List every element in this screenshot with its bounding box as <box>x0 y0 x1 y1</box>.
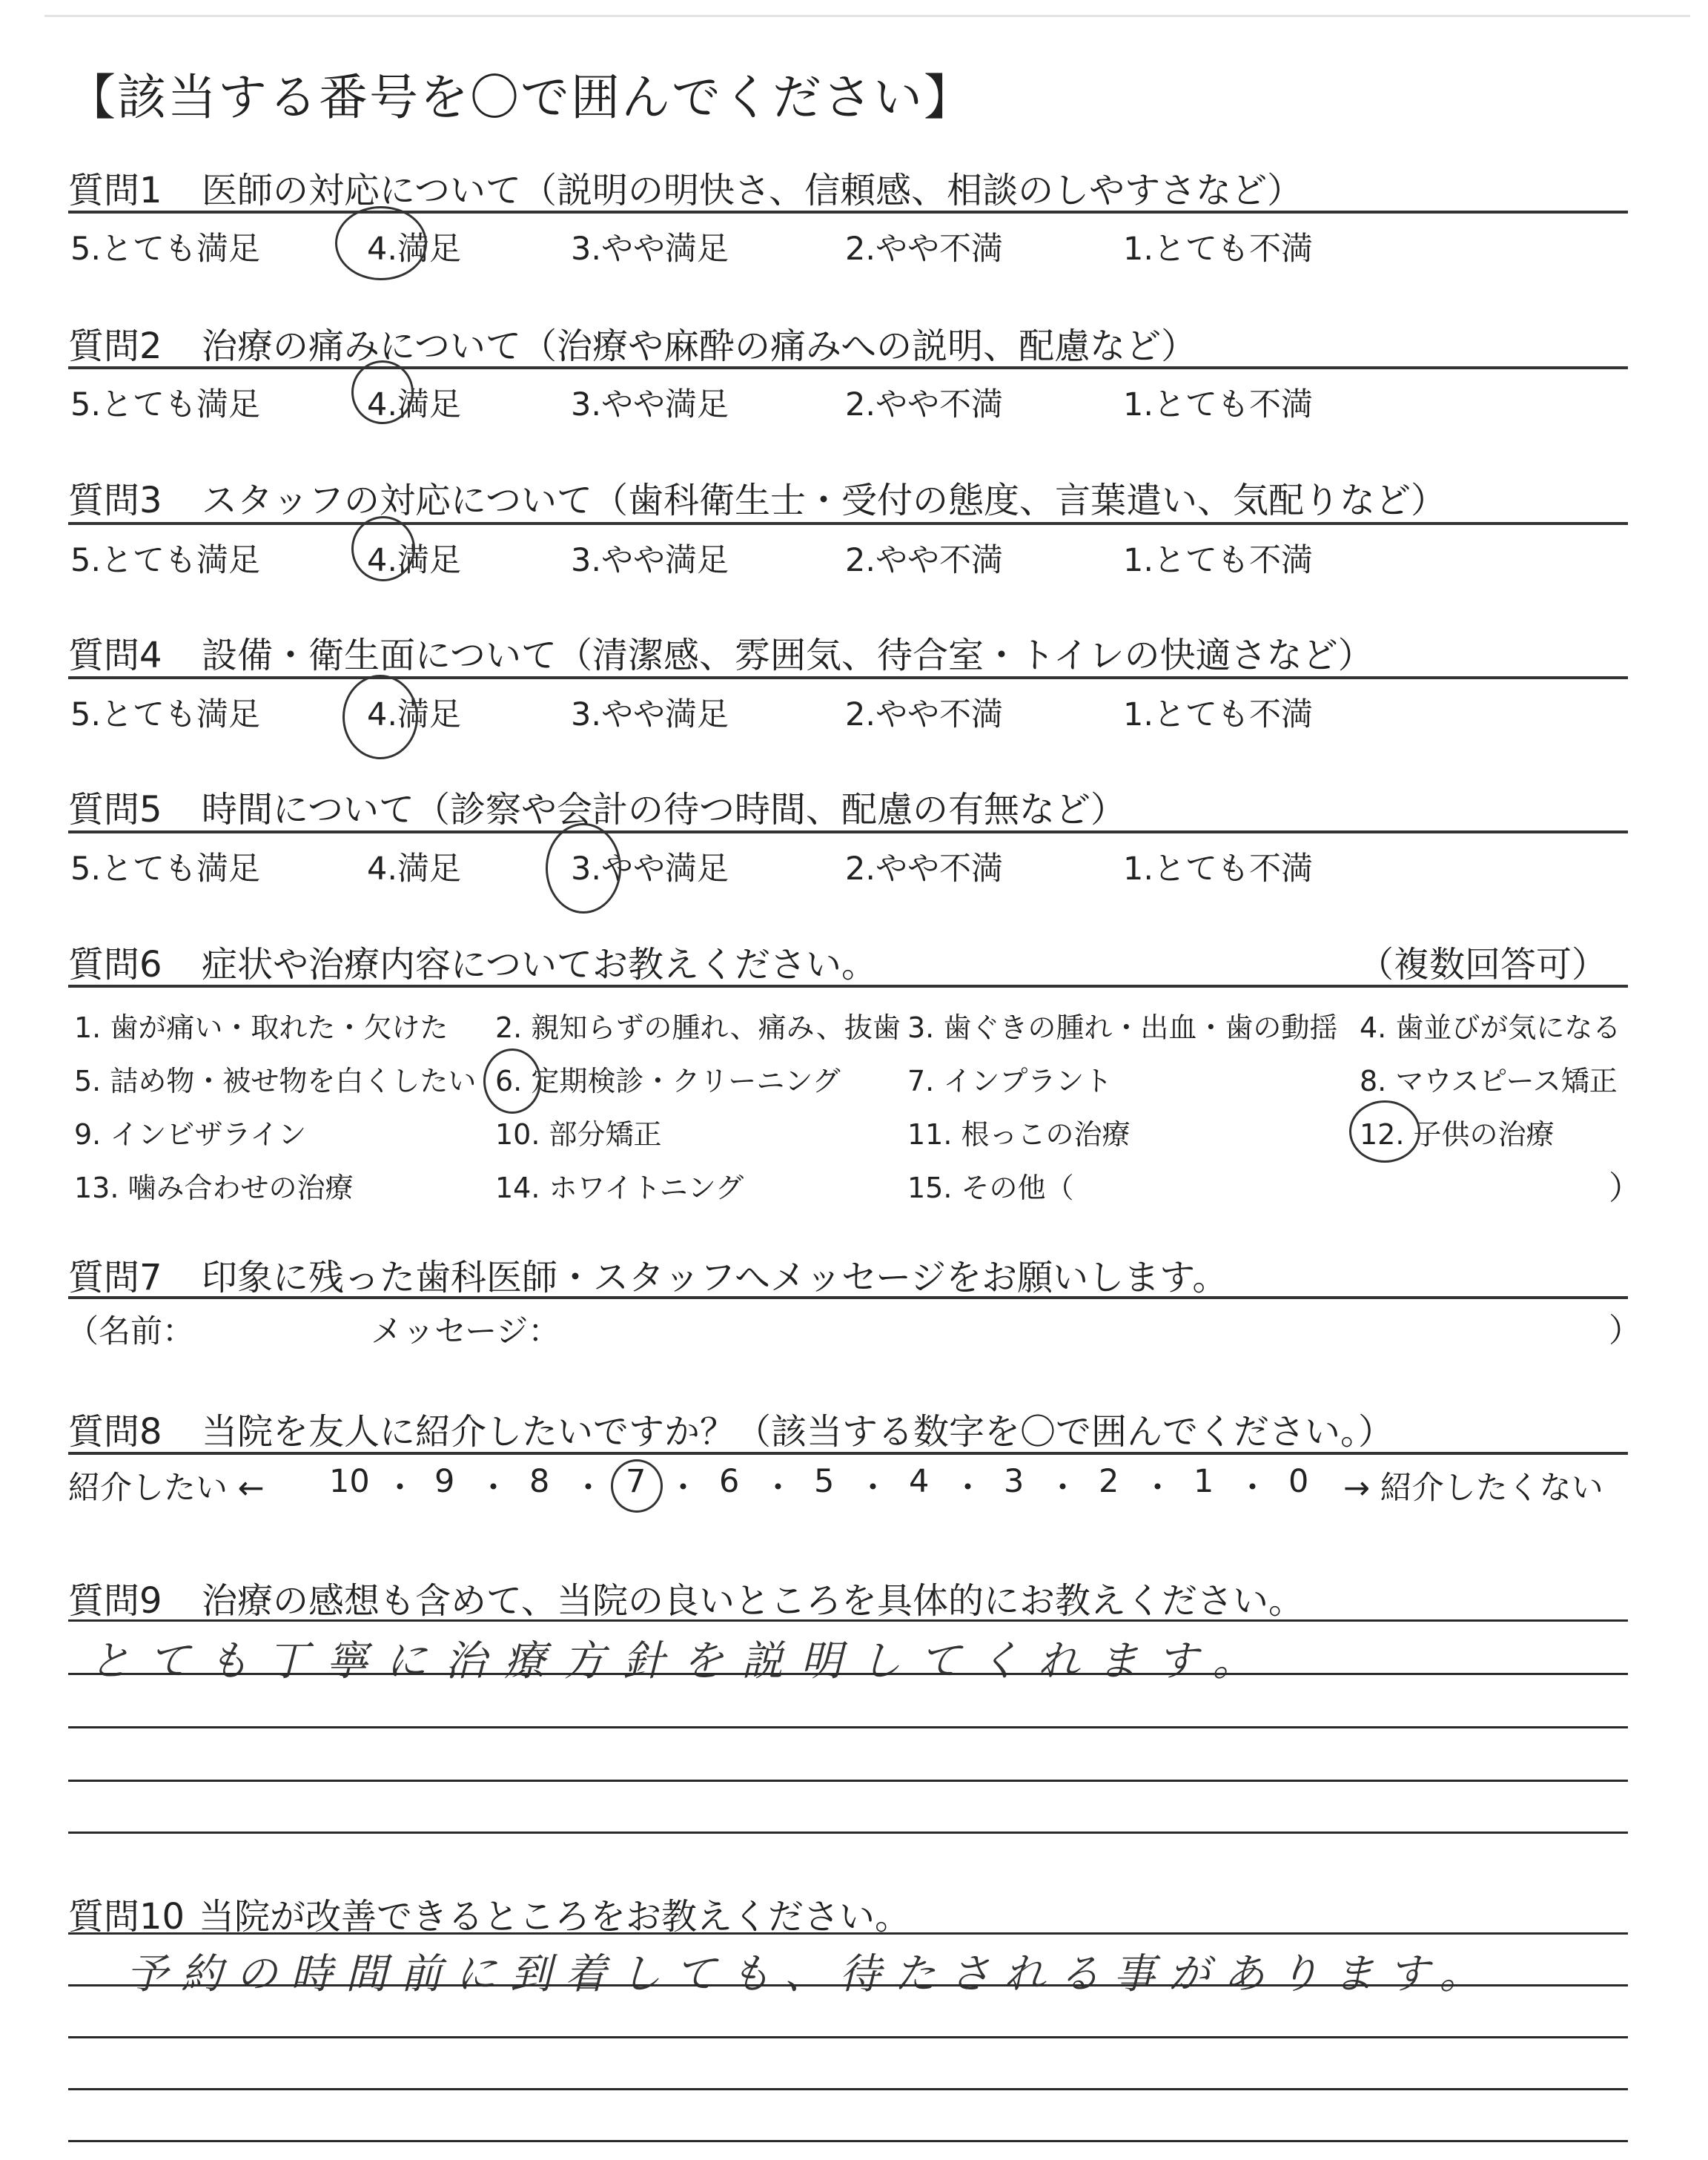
symptom-12-selection-circle <box>1349 1100 1420 1163</box>
question-6-rule <box>68 985 1628 988</box>
question-3-rule <box>68 522 1628 525</box>
q4-option-4[interactable]: 4.満足 <box>367 696 462 733</box>
scale-value-3[interactable]: 3 <box>1004 1463 1025 1500</box>
answer-line <box>68 2036 1628 2038</box>
symptom-option-9[interactable]: 9. インビザライン <box>74 1118 307 1151</box>
question-7-text: 印象に残った歯科医師・スタッフへメッセージをお願いします。 <box>202 1257 1228 1298</box>
question-1-text: 医師の対応について（説明の明快さ、信頼感、相談のしやすさなど） <box>202 170 1303 211</box>
scale-separator: ・ <box>857 1470 889 1507</box>
answer-line <box>68 1673 1628 1675</box>
question-1-label: 質問1 <box>68 170 162 211</box>
question-4-label: 質問4 <box>68 635 162 676</box>
question-2-text: 治療の痛みについて（治療や麻酔の痛みへの説明、配慮など） <box>202 326 1197 367</box>
symptom-option-3[interactable]: 3. 歯ぐきの腫れ・出血・歯の動揺 <box>907 1011 1338 1044</box>
symptom-option-10[interactable]: 10. 部分矯正 <box>495 1118 662 1151</box>
q1-option-5[interactable]: 5.とても満足 <box>70 231 261 268</box>
scale-separator: ・ <box>1142 1470 1174 1507</box>
message-label: メッセージ： <box>371 1313 560 1350</box>
q4-option-2[interactable]: 2.やや不満 <box>845 696 1004 733</box>
answer-line <box>68 1726 1628 1728</box>
question-10 <box>68 1888 910 1939</box>
q2-option-5[interactable]: 5.とても満足 <box>70 386 261 423</box>
answer-line <box>68 2140 1628 2142</box>
scale-separator: ・ <box>477 1470 509 1507</box>
answer-line <box>68 1984 1628 1986</box>
scale-value-10[interactable]: 10 <box>329 1463 370 1500</box>
q1-option-4[interactable]: 4.満足 <box>367 231 462 268</box>
scale-value-6[interactable]: 6 <box>719 1463 740 1500</box>
q4-option-1[interactable]: 1.とても不満 <box>1123 696 1314 733</box>
question-8-text: 当院を友人に紹介したいですか？（該当する数字を〇で囲んでください。） <box>202 1411 1394 1453</box>
q1-option-1[interactable]: 1.とても不満 <box>1123 231 1314 268</box>
question-10-text: 当院が改善できるところをお教えください。 <box>199 1896 911 1938</box>
message-close-paren: ） <box>1609 1312 1641 1350</box>
q1-option-2[interactable]: 2.やや不満 <box>845 231 1004 268</box>
question-6-note: （複数回答可） <box>1358 944 1608 985</box>
scale-separator: ・ <box>952 1470 984 1507</box>
question-10-label: 質問10 <box>68 1896 185 1938</box>
question-6-text: 症状や治療内容についてお教えください。 <box>202 944 878 985</box>
question-10-answer[interactable]: 予約の時間前に到着しても、待たされる事があります。 <box>126 1950 1494 1998</box>
question-9-label: 質問9 <box>68 1580 162 1622</box>
q5-option-5[interactable]: 5.とても満足 <box>70 851 261 888</box>
scale-separator: ・ <box>667 1470 699 1507</box>
q4-option-5[interactable]: 5.とても満足 <box>70 696 261 733</box>
q5-option-3[interactable]: 3.やや満足 <box>571 851 729 888</box>
question-1-rule <box>68 211 1628 214</box>
scale-separator: ・ <box>384 1470 416 1507</box>
question-5 <box>68 781 1126 832</box>
q5-option-4[interactable]: 4.満足 <box>367 851 462 888</box>
scale-separator: ・ <box>572 1470 604 1507</box>
symptom-option-8[interactable]: 8. マウスピース矯正 <box>1360 1065 1618 1097</box>
scale-value-1[interactable]: 1 <box>1194 1463 1214 1500</box>
question-9 <box>68 1572 1304 1623</box>
page-heading: 【該当する番号を〇で囲んでください】 <box>67 69 974 126</box>
recommend-right-label: → 紹介したくない <box>1343 1470 1603 1507</box>
symptom-other-close-paren: ） <box>1609 1169 1641 1207</box>
question-6-label: 質問6 <box>68 944 162 985</box>
symptom-option-11[interactable]: 11. 根っこの治療 <box>907 1118 1131 1151</box>
question-4-rule <box>68 676 1628 679</box>
question-3-label: 質問3 <box>68 480 162 521</box>
scale-value-2[interactable]: 2 <box>1099 1463 1119 1500</box>
question-7-label: 質問7 <box>68 1257 162 1298</box>
question-3 <box>68 472 1446 523</box>
question-2-label: 質問2 <box>68 326 162 367</box>
question-10-rule <box>68 1932 1628 1935</box>
answer-line <box>68 1832 1628 1834</box>
q5-option-2[interactable]: 2.やや不満 <box>845 851 1004 888</box>
symptom-option-6[interactable]: 6. 定期検診・クリーニング <box>495 1065 841 1097</box>
q1-option-3[interactable]: 3.やや満足 <box>571 231 729 268</box>
answer-line <box>68 1780 1628 1782</box>
question-1 <box>68 162 1302 213</box>
question-5-rule <box>68 830 1628 833</box>
recommend-scale <box>68 1463 1628 1507</box>
q3-option-4[interactable]: 4.満足 <box>367 542 462 579</box>
question-6 <box>68 936 877 987</box>
scale-value-7[interactable]: 7 <box>626 1463 646 1500</box>
question-9-rule <box>68 1619 1628 1622</box>
q2-option-3[interactable]: 3.やや満足 <box>571 386 729 423</box>
scale-separator: ・ <box>762 1470 794 1507</box>
scale-value-9[interactable]: 9 <box>434 1463 455 1500</box>
q4-option-3[interactable]: 3.やや満足 <box>571 696 729 733</box>
scale-value-4[interactable]: 4 <box>909 1463 930 1500</box>
symptom-option-2[interactable]: 2. 親知らずの腫れ、痛み、抜歯 <box>495 1011 901 1044</box>
q4-selection-circle <box>342 675 418 759</box>
q2-option-1[interactable]: 1.とても不満 <box>1123 386 1314 423</box>
q3-option-3[interactable]: 3.やや満足 <box>571 542 729 579</box>
symptom-option-13[interactable]: 13. 噛み合わせの治療 <box>74 1172 354 1204</box>
question-8-rule <box>68 1452 1628 1455</box>
q5-option-1[interactable]: 1.とても不満 <box>1123 851 1314 888</box>
symptom-option-5[interactable]: 5. 詰め物・被せ物を白くしたい <box>74 1065 477 1097</box>
symptom-option-1[interactable]: 1. 歯が痛い・取れた・欠けた <box>74 1011 448 1044</box>
symptom-option-14[interactable]: 14. ホワイトニング <box>495 1172 744 1204</box>
q2-option-4[interactable]: 4.満足 <box>367 386 462 423</box>
question-7-rule <box>68 1296 1628 1299</box>
question-9-answer[interactable]: とても丁寧に治療方針を説明してくれます。 <box>89 1637 1272 1685</box>
answer-line <box>68 2088 1628 2090</box>
question-5-label: 質問5 <box>68 789 162 830</box>
question-9-text: 治療の感想も含めて、当院の良いところを具体的にお教えください。 <box>202 1580 1305 1622</box>
q3-selection-circle <box>351 516 415 581</box>
q3-option-1[interactable]: 1.とても不満 <box>1123 542 1314 579</box>
question-2-rule <box>68 366 1628 369</box>
scale-value-0[interactable]: 0 <box>1288 1463 1309 1500</box>
question-8-label: 質問8 <box>68 1411 162 1453</box>
scale-separator: ・ <box>1237 1470 1268 1507</box>
question-4-text: 設備・衛生面について（清潔感、雰囲気、待合室・トイレの快適さなど） <box>202 635 1374 676</box>
symptom-6-selection-circle <box>483 1048 541 1114</box>
top-border <box>44 15 1690 17</box>
question-5-text: 時間について（診察や会計の待つ時間、配慮の有無など） <box>202 789 1127 830</box>
symptom-option-12[interactable]: 12. 子供の治療 <box>1360 1118 1555 1151</box>
question-3-text: スタッフの対応について（歯科衛生士・受付の態度、言葉遣い、気配りなど） <box>202 480 1447 521</box>
q3-option-5[interactable]: 5.とても満足 <box>70 542 261 579</box>
question-7 <box>68 1249 1228 1300</box>
scale-value-5[interactable]: 5 <box>814 1463 835 1500</box>
symptom-option-7[interactable]: 7. インプラント <box>907 1065 1113 1097</box>
q2-selection-circle <box>351 360 414 424</box>
scale-separator: ・ <box>1047 1470 1079 1507</box>
message-name-label: （名前： <box>67 1313 194 1350</box>
q1-selection-circle <box>335 206 427 280</box>
q5-selection-circle <box>546 823 621 914</box>
symptom-option-15[interactable]: 15. その他（ <box>907 1172 1074 1204</box>
scale-value-8[interactable]: 8 <box>529 1463 550 1500</box>
symptom-option-4[interactable]: 4. 歯並びが気になる <box>1360 1011 1621 1044</box>
question-2 <box>68 317 1196 369</box>
recommend-left-label: 紹介したい ← <box>68 1470 265 1507</box>
q3-option-2[interactable]: 2.やや不満 <box>845 542 1004 579</box>
q2-option-2[interactable]: 2.やや不満 <box>845 386 1004 423</box>
question-8 <box>68 1403 1394 1454</box>
question-4 <box>68 627 1374 678</box>
scale-selection-circle <box>611 1459 663 1513</box>
